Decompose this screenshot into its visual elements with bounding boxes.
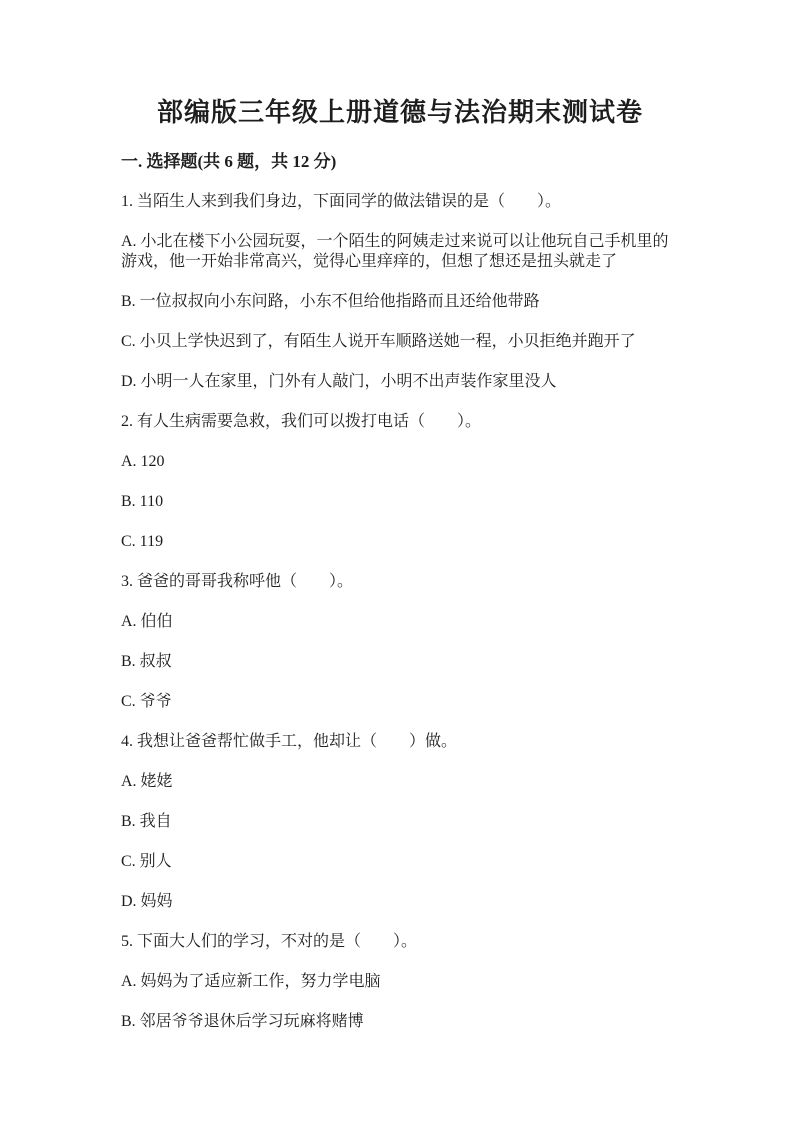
option-text: B. 我自 [121, 813, 172, 830]
section-header: 一. 选择题(共 6 题，共 12 分) [121, 152, 337, 171]
option-text: C. 119 [121, 533, 164, 550]
question-text: 1. 当陌生人来到我们身边，下面同学的做法错误的是（ ）。 [121, 193, 562, 210]
option-text: B. 邻居爷爷退休后学习玩麻将赌博 [121, 1013, 364, 1030]
option-text: A. 伯伯 [121, 613, 173, 630]
option-text: D. 小明一人在家里，门外有人敲门，小明不出声装作家里没人 [121, 373, 557, 390]
option-text: C. 小贝上学快迟到了，有陌生人说开车顺路送她一程，小贝拒绝并跑开了 [121, 333, 636, 350]
question-text: 5. 下面大人们的学习，不对的是（ ）。 [121, 933, 418, 950]
question-text: 4. 我想让爸爸帮忙做手工，他却让（ ）做。 [121, 733, 458, 750]
option-text: D. 妈妈 [121, 893, 173, 910]
option-text: C. 别人 [121, 853, 172, 870]
option-text: B. 一位叔叔向小东问路，小东不但给他指路而且还给他带路 [121, 293, 540, 310]
question-text: 3. 爸爸的哥哥我称呼他（ ）。 [121, 573, 354, 590]
question-text: 2. 有人生病需要急救，我们可以拨打电话（ ）。 [121, 413, 482, 430]
option-text: A. 妈妈为了适应新工作，努力学电脑 [121, 973, 381, 990]
page-title: 部编版三年级上册道德与法治期末测试卷 [156, 98, 643, 127]
option-text: C. 爷爷 [121, 693, 172, 710]
option-text: A. 小北在楼下小公园玩耍，一个陌生的阿姨走过来说可以让他玩自己手机里的游戏，他一开始非常高兴，觉得心里痒痒的，但想了想还是扭头就走了 [121, 233, 669, 270]
option-text: A. 姥姥 [121, 773, 173, 790]
option-text: B. 110 [121, 493, 164, 510]
option-text: A. 120 [121, 453, 165, 470]
option-text: B. 叔叔 [121, 653, 172, 670]
